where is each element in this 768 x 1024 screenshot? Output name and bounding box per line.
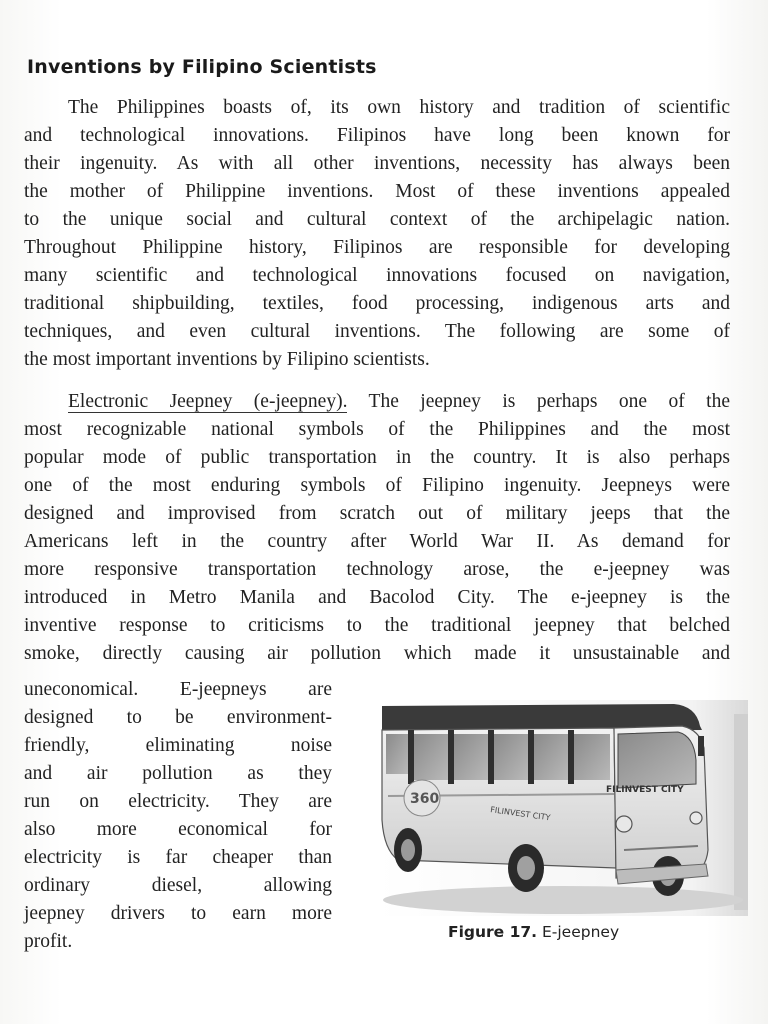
- ejeepney-line: Americans left in the country after World War II. As demand for: [24, 531, 730, 552]
- ejeepney-first-line-rest: The jeepney is perhaps one of the: [347, 391, 730, 412]
- ejeepney-wrap-text: [24, 676, 332, 956]
- wrap-line: designed to be environment-: [24, 707, 332, 728]
- intro-line: and technological innovations. Filipinos have long been known for: [24, 125, 730, 146]
- section-heading: Inventions by Filipino Scientists: [27, 56, 377, 78]
- intro-line: the mother of Philippine inventions. Most of these inventions appealed: [24, 181, 730, 202]
- wrap-line: profit.: [24, 931, 73, 952]
- figure-caption-label: Figure 17.: [448, 923, 538, 941]
- ejeepney-line: more responsive transportation technology arose, the e-jeepney was: [24, 559, 730, 580]
- intro-line: the most important inventions by Filipino scientists.: [24, 349, 430, 370]
- wrap-line: friendly, eliminating noise: [24, 735, 332, 756]
- wrap-line: run on electricity. They are: [24, 791, 332, 812]
- ejeepney-line: designed and improvised from scratch out of military jeeps that the: [24, 503, 730, 524]
- intro-line: traditional shipbuilding, textiles, food processing, indigenous arts and: [24, 293, 730, 314]
- wrap-line: ordinary diesel, allowing: [24, 875, 332, 896]
- wrap-line: also more economical for: [24, 819, 332, 840]
- vehicle-badge: 360: [410, 791, 440, 807]
- ejeepney-first-line: [24, 388, 730, 416]
- intro-paragraph: [24, 94, 730, 374]
- ejeepney-line: popular mode of public transportation in the country. It is also perhaps: [24, 447, 730, 468]
- figure-caption: [448, 923, 619, 941]
- ejeepney-line: inventive response to criticisms to the traditional jeepney that belched: [24, 615, 730, 636]
- ejeepney-line: most recognizable national symbols of the Philippines and the most: [24, 419, 730, 440]
- vehicle-side-text: FILINVEST CITY: [489, 805, 551, 823]
- ejeepney-photo: [378, 700, 748, 916]
- wrap-line: jeepney drivers to earn more: [24, 903, 332, 924]
- intro-line: their ingenuity. As with all other inventions, necessity has always been: [24, 153, 730, 174]
- ejeepney-line: introduced in Metro Manila and Bacolod City. The e-jeepney is the: [24, 587, 730, 608]
- ejeepney-line: one of the most enduring symbols of Filipino ingenuity. Jeepneys were: [24, 475, 730, 496]
- ejeepney-paragraph: [24, 388, 730, 668]
- ejeepney-line: smoke, directly causing air pollution which made it unsustainable and: [24, 643, 730, 664]
- intro-line: The Philippines boasts of, its own history and tradition of scientific: [68, 97, 730, 118]
- intro-line: to the unique social and cultural context of the archipelagic nation.: [24, 209, 730, 230]
- intro-line: techniques, and even cultural inventions. The following are some of: [24, 321, 730, 342]
- wrap-line: electricity is far cheaper than: [24, 847, 332, 868]
- ejeepney-term: Electronic Jeepney (e-jeepney).: [68, 391, 348, 412]
- figure-caption-text: E-jeepney: [537, 923, 620, 941]
- wrap-line: and air pollution as they: [24, 763, 332, 784]
- intro-line: Throughout Philippine history, Filipinos are responsible for developing: [24, 237, 730, 258]
- wrap-line: uneconomical. E-jeepneys are: [24, 679, 332, 700]
- intro-line: many scientific and technological innovations focused on navigation,: [24, 265, 730, 286]
- vehicle-brand-text: FILINVEST CITY: [606, 785, 684, 795]
